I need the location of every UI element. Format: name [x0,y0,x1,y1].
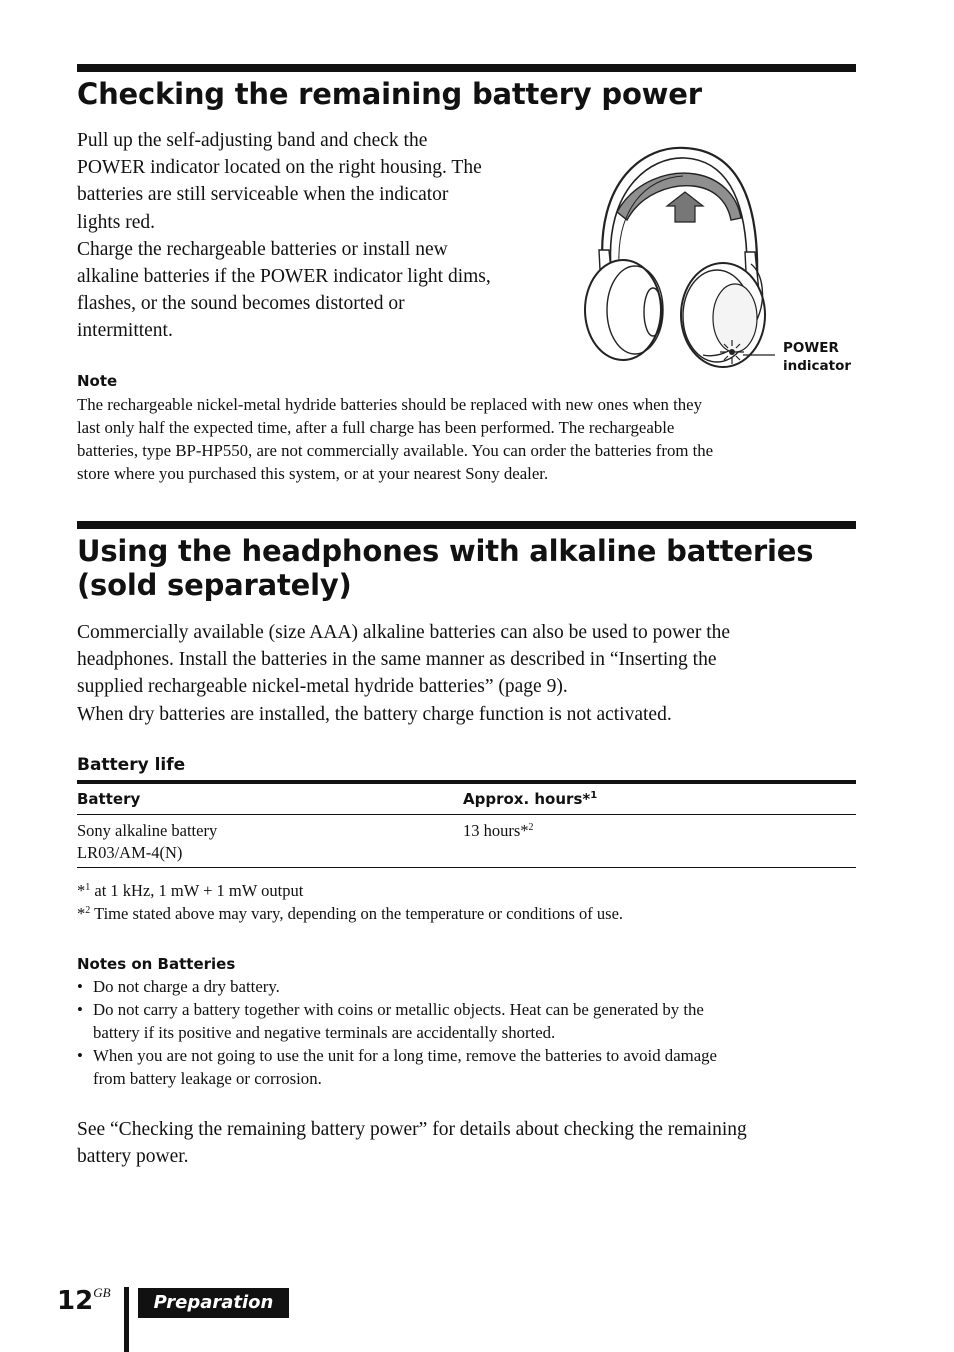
text-line: from battery leakage or corrosion. [93,1069,322,1088]
footnote-text: Time stated above may vary, depending on the temperature or conditions of use. [90,904,624,923]
text-line: batteries, type BP-HP550, are not commercially available. You can order the batteries from the [77,441,714,460]
footnote-mark: * [77,904,86,923]
footnote-ref: 2 [528,822,534,833]
text-line: When dry batteries are installed, the battery charge function is not activated. [77,703,672,725]
text-line: headphones. Install the batteries in the same manner as described in “Inserting the [77,649,717,671]
footnote [77,881,303,901]
list-item [77,1044,856,1090]
text-line: POWER indicator located on the right housing. The [77,157,482,179]
text-line: Charge the rechargeable batteries or install new [77,238,448,260]
text-line: battery power. [77,1146,189,1168]
header-text: Approx. hours* [463,790,591,808]
bullet-icon: • [77,977,83,996]
text-line: store where you purchased this system, or at your nearest Sony dealer. [77,464,549,483]
page-suffix: GB [93,1285,111,1300]
section-rule [77,64,856,72]
table-header-battery: Battery [77,790,141,808]
list-item [77,998,856,1044]
table-header-hours [463,790,597,808]
text-line: battery if its positive and negative terminals are accidentally shorted. [93,1023,556,1042]
text-line: supplied rechargeable nickel-metal hydride batteries” (page 9). [77,676,568,698]
title-line: Using the headphones with alkaline batteries [77,534,814,568]
section-title: Checking the remaining battery power [77,77,702,111]
notes-heading: Notes on Batteries [77,955,236,973]
text-line: alkaline batteries if the POWER indicator light dims, [77,266,491,288]
battery-life-heading: Battery life [77,755,186,775]
section-paragraph [77,127,557,345]
section-rule [77,521,856,529]
footnote-num: 2 [85,905,91,916]
footnote-num: 1 [85,882,91,893]
page-number-value: 12 [57,1286,94,1316]
note-text [77,393,856,485]
text-line: last only half the expected time, after a full charge has been performed. The rechargeable [77,418,675,437]
text-line: Do not carry a battery together with coins or metallic objects. Heat can be generated by the [93,1000,704,1019]
label-line: indicator [783,358,852,374]
cell-line: Sony alkaline battery [77,821,218,840]
text-line: flashes, or the sound becomes distorted or [77,293,405,315]
list-item [77,975,856,998]
section-tab: Preparation [138,1288,289,1318]
footnote [77,904,623,924]
text-line: See “Checking the remaining battery power” for details about checking the remaining [77,1119,747,1140]
cell-line: LR03/AM-4(N) [77,843,183,862]
section-title [77,534,813,602]
label-line: POWER [783,340,839,356]
text-line: batteries are still serviceable when the indicator [77,184,449,206]
footer-divider [124,1287,129,1352]
text-line: When you are not going to use the unit for a long time, remove the batteries to avoid damage [93,1046,717,1065]
text-line: lights red. [77,211,155,233]
text-line: Commercially available (size AAA) alkaline batteries can also be used to power the [77,622,731,643]
footnote-mark: * [77,881,86,900]
text-line: Do not charge a dry battery. [93,977,280,996]
table-header-rule [77,814,856,815]
table-cell-hours [463,820,534,842]
bullet-icon: • [77,1046,83,1065]
text-line: The rechargeable nickel-metal hydride batteries should be replaced with new ones when they [77,395,703,414]
notes-list [77,975,856,1090]
section-paragraph [77,619,856,728]
text-line: intermittent. [77,320,173,342]
bullet-icon: • [77,1000,83,1019]
text-line: Pull up the self-adjusting band and check the [77,130,428,151]
table-cell-battery [77,820,217,864]
footnote-text: at 1 kHz, 1 mW + 1 mW output [90,881,304,900]
footnote-ref: 1 [590,790,598,801]
title-line: (sold separately) [77,568,352,602]
power-indicator-label [783,339,851,375]
table-bottom-rule [77,867,856,868]
headphones-illustration [575,140,775,375]
cell-text: 13 hours* [463,821,529,840]
closing-paragraph [77,1116,867,1170]
page-number [57,1285,111,1316]
table-top-rule [77,780,856,784]
note-heading: Note [77,372,118,390]
